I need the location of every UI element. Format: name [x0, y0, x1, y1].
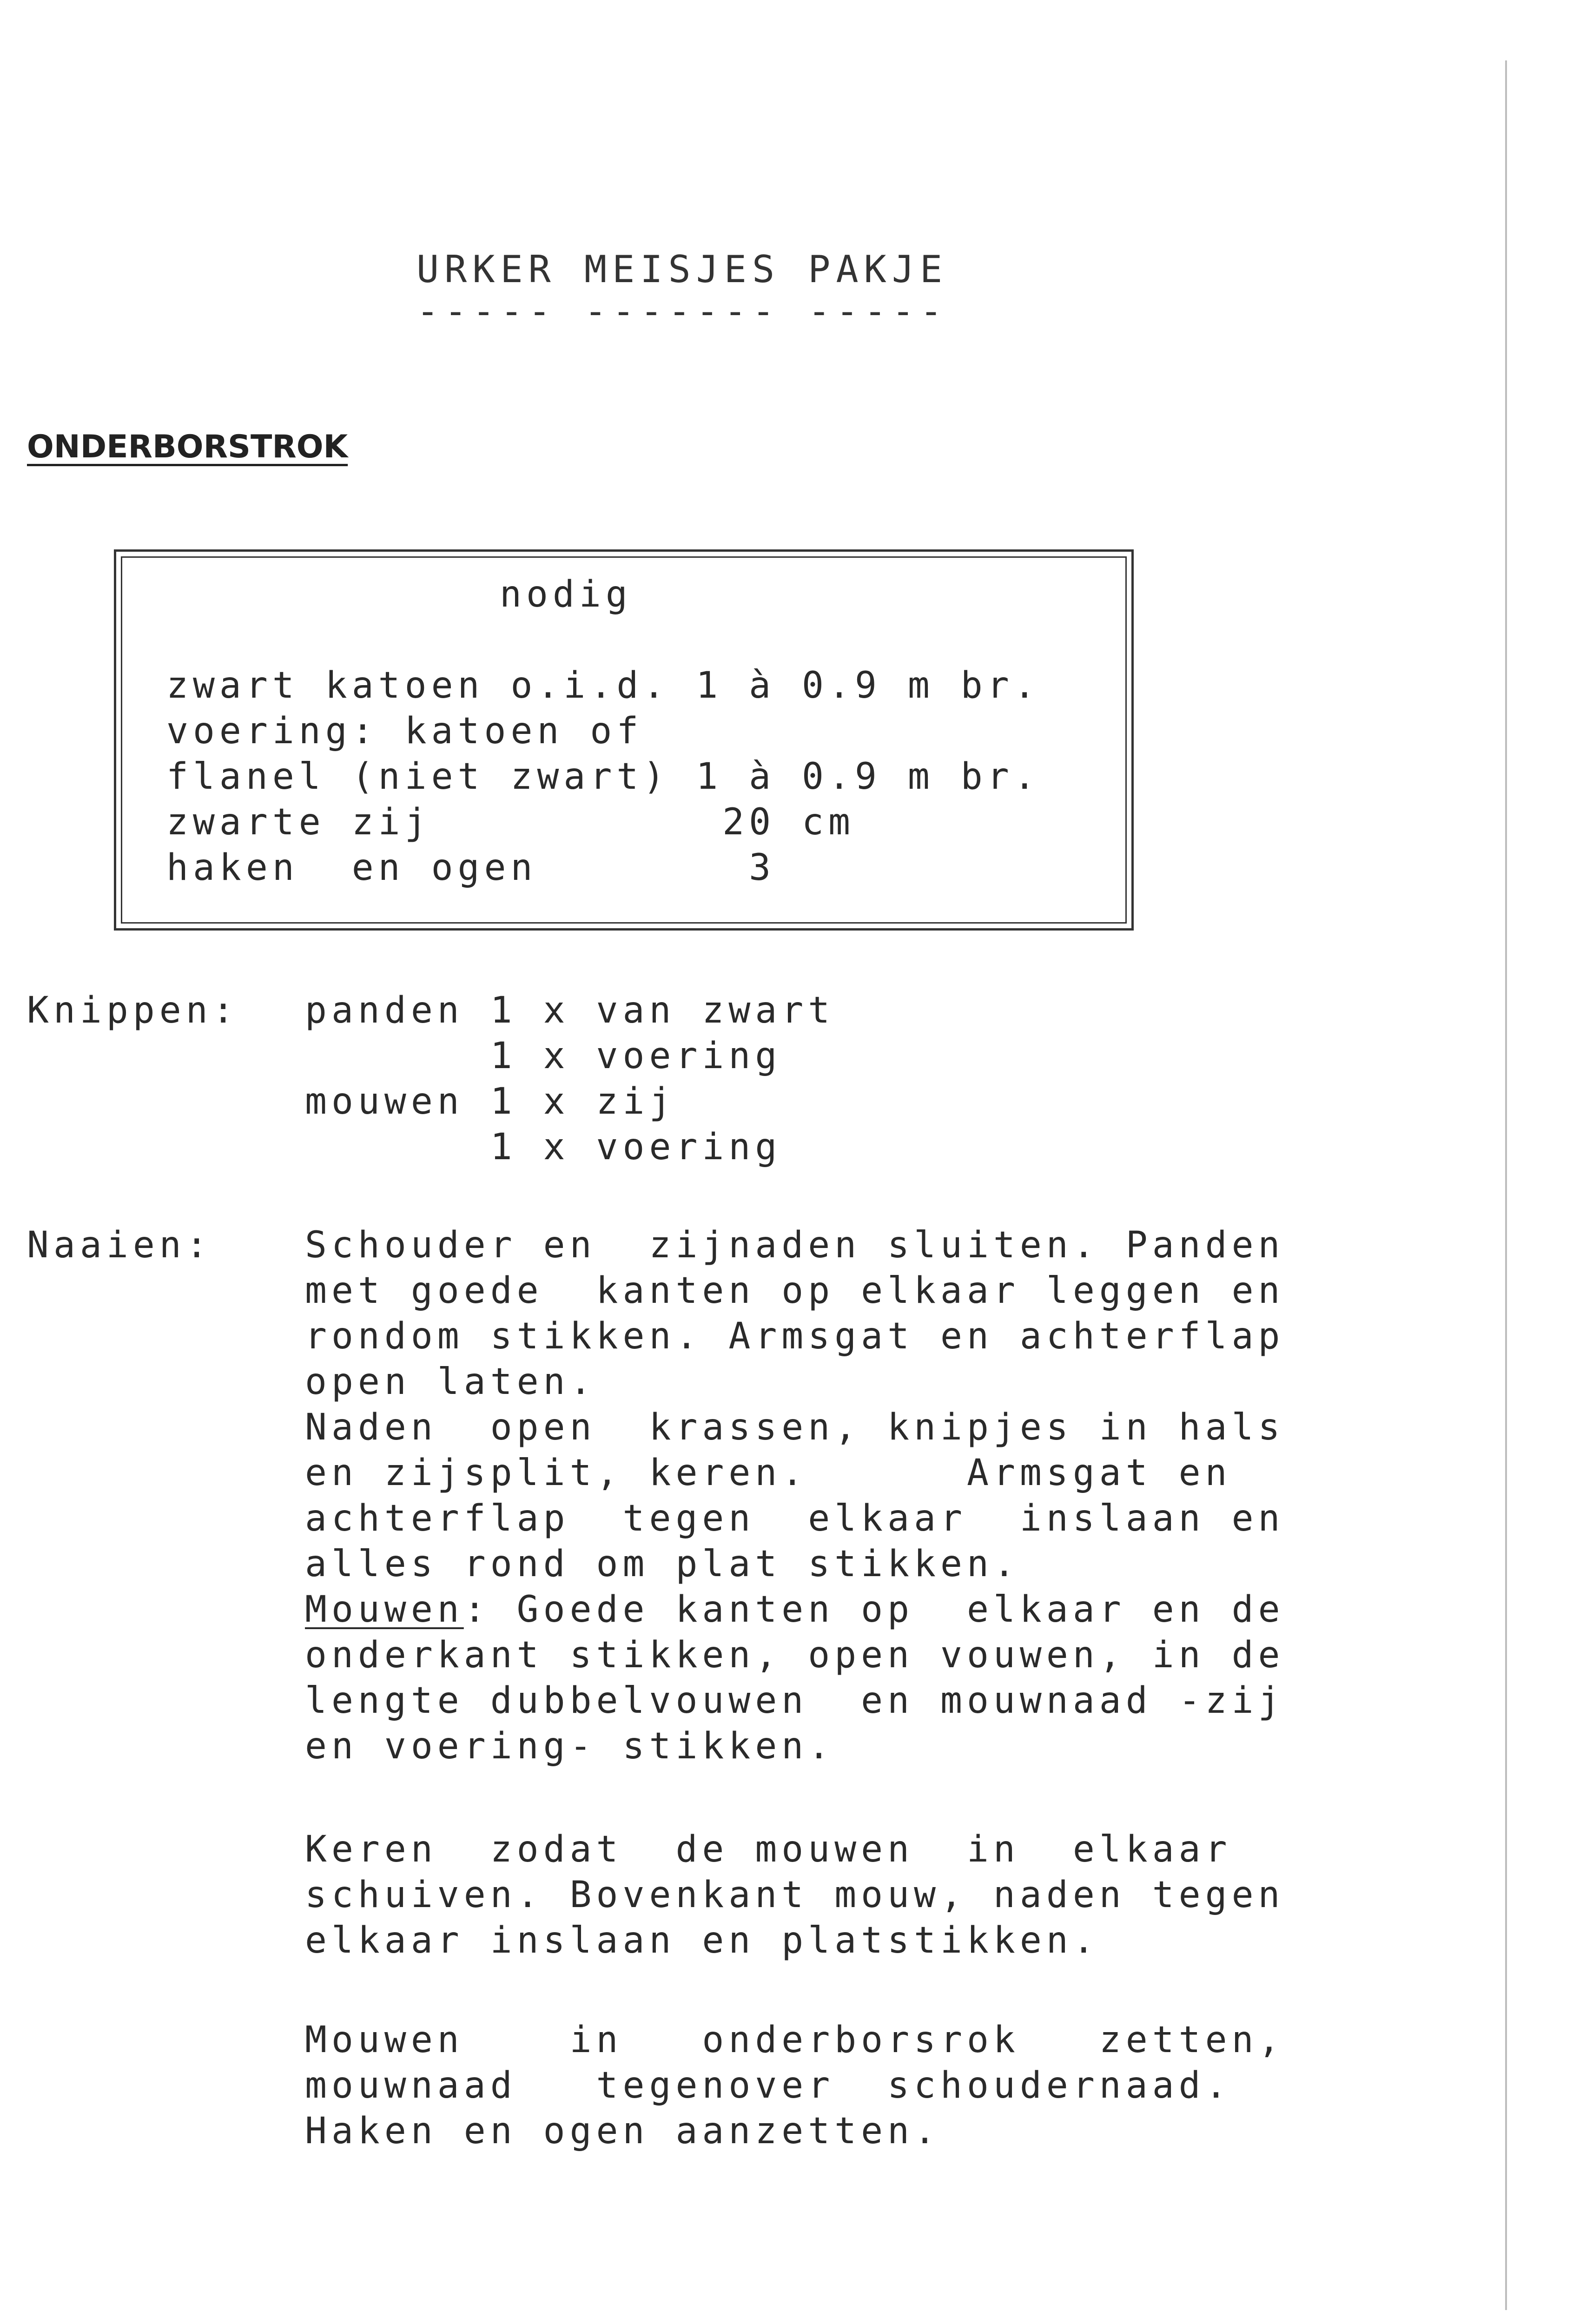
- naaien-line: en voering- stikken.: [305, 1725, 835, 1767]
- knippen-line: mouwen 1 x zij: [305, 1081, 676, 1122]
- naaien-line: Mouwen in onderborsrok zetten,: [305, 2019, 1285, 2061]
- section-heading: ONDERBORSTROK: [27, 429, 348, 465]
- materials-row: flanel (niet zwart) 1 à 0.9 m br.: [166, 756, 1040, 798]
- naaien-line: Schouder en zijnaden sluiten. Panden: [305, 1224, 1285, 1266]
- naaien-line: lengte dubbelvouwen en mouwnaad -zij: [305, 1680, 1285, 1722]
- materials-row: haken en ogen 3: [166, 847, 776, 889]
- naaien-line: rondom stikken. Armsgat en achterflap: [305, 1315, 1285, 1357]
- naaien-line: en zijsplit, keren. Armsgat en: [305, 1452, 1232, 1494]
- mouwen-text: : Goede kanten op elkaar en de: [463, 1589, 1285, 1631]
- title-underline: ----- ------- -----: [416, 290, 948, 333]
- mouwen-line: [305, 1587, 1285, 1632]
- knippen-label: Knippen:: [27, 990, 239, 1031]
- naaien-line: open laten.: [305, 1361, 596, 1403]
- naaien-line: elkaar inslaan en platstikken.: [305, 1920, 1099, 1961]
- naaien-line: achterflap tegen elkaar inslaan en: [305, 1498, 1285, 1539]
- materials-row: voering: katoen of: [166, 710, 643, 752]
- knippen-line: 1 x voering: [305, 1126, 782, 1168]
- mouwen-label: Mouwen: [305, 1589, 464, 1631]
- naaien-line: schuiven. Bovenkant mouw, naden tegen: [305, 1874, 1285, 1916]
- materials-row: zwarte zij 20 cm: [166, 801, 855, 843]
- naaien-label: Naaien:: [27, 1224, 212, 1266]
- naaien-line: onderkant stikken, open vouwen, in de: [305, 1634, 1285, 1676]
- naaien-line: alles rond om plat stikken.: [305, 1543, 1020, 1585]
- materials-heading: nodig: [500, 574, 632, 615]
- materials-row: zwart katoen o.i.d. 1 à 0.9 m br.: [166, 665, 1040, 706]
- naaien-line: Keren zodat de mouwen in elkaar: [305, 1829, 1232, 1870]
- naaien-line: Naden open krassen, knipjes in hals: [305, 1406, 1285, 1448]
- knippen-line: 1 x voering: [305, 1035, 782, 1077]
- naaien-line: met goede kanten op elkaar leggen en: [305, 1270, 1285, 1312]
- page-title: URKER MEISJES PAKJE: [416, 248, 948, 291]
- naaien-line: Haken en ogen aanzetten.: [305, 2110, 941, 2152]
- page-edge-line: [1505, 60, 1507, 2310]
- naaien-line: mouwnaad tegenover schoudernaad.: [305, 2065, 1232, 2106]
- knippen-line: panden 1 x van zwart: [305, 990, 835, 1031]
